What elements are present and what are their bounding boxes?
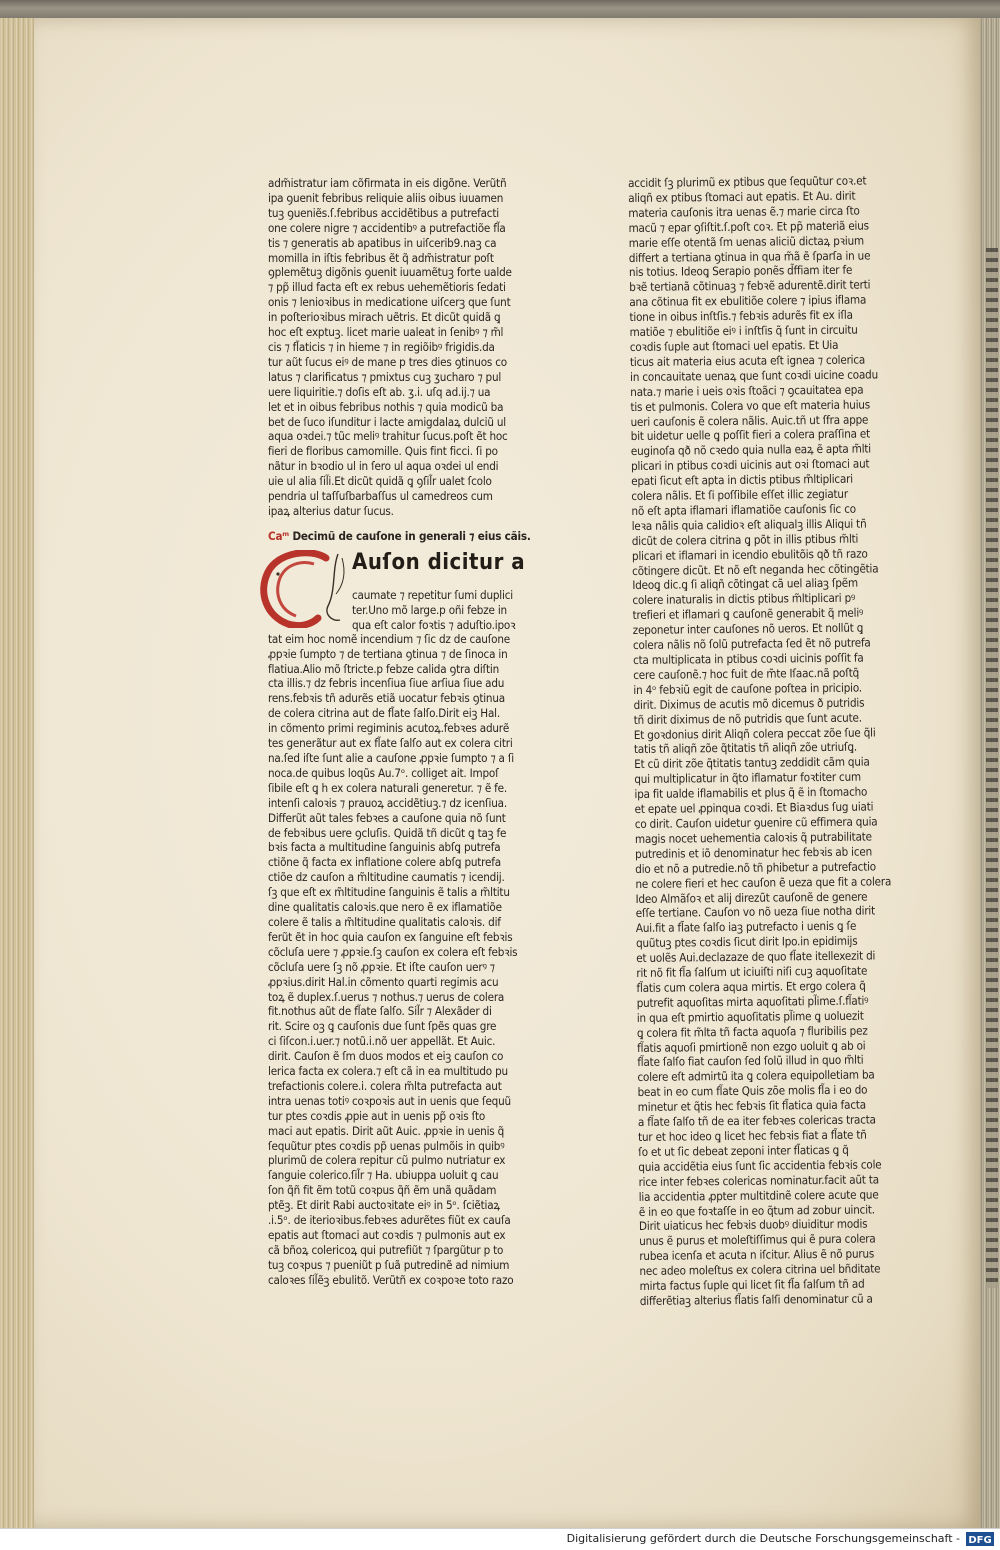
- text-line: fl̃ate ſalſo fiat cauſon ſed ſolũ illud in quo m̃lti: [637, 1053, 864, 1070]
- text-line: eſſe tertiane. Cauſon vo nõ ueza ſiue notha dirit: [635, 903, 876, 921]
- text-line: plurimũ de colera repitur cũ pulmo nutriatur ex: [268, 1153, 506, 1168]
- text-line: euginoſa qð nõ cꝛedo quia nulla eaꝝ ẽ apta m̃lti: [630, 441, 872, 459]
- text-line: bet de ſuco iſunditur i lacte amigdalaꝝ dulciũ ul: [268, 414, 506, 429]
- text-line: tis ⁊ generatis ab apatibus in uiſcerib9.naꝫ ca: [268, 235, 497, 250]
- text-line: et uolẽs Aui.declazaze de quo fl̃ate itellexezit di: [636, 948, 876, 966]
- text-line: dine qualitatis caloꝛis.que nero ẽ ex iflamatiõe: [268, 900, 502, 915]
- text-line: mirta factus ſuple qui licet ſit fl̃a ſalſum tñ ad: [639, 1276, 865, 1294]
- text-line: differt a tertiana ꝯtinua in qua m̃ã ẽ ſparſa in ue: [628, 247, 871, 265]
- text-line: in 4ᵒ febꝛiũ egit de cauſone poſtea in pricipio.: [633, 680, 862, 697]
- text-line: marie eſſe otentã ſm uenas aliciũ dictaꝝ pꝛium: [628, 233, 865, 250]
- text-line: ctiõne q̃ facta ex inflatione colere abſq̧ putrefa: [268, 855, 501, 870]
- text-line: ꝓpꝛie ſumpto ⁊ de tertiana ꝯtinua ⁊ de ſinoca in: [268, 646, 508, 661]
- text-line: beat in eo cum fl̃ate Quis zõe molis fl̃a i eo do: [637, 1082, 868, 1100]
- text-line: Et goꝛdonius dirit Aliqñ colera peccat zõe ſue q̃li: [633, 724, 876, 742]
- text-line: tur et hoc ideo q̧ licet hec febꝛis fiat a fl̃ate tñ: [637, 1127, 867, 1144]
- text-line: rit nõ fit fl̃a ſalſum ut iciuiſti niſi cuꝫ aquoſitate: [636, 963, 868, 980]
- text-line: hoc eſt exptuꝫ. licet marie ualeat in ſenibꝰ ⁊ m̃l: [268, 325, 504, 340]
- text-line: dirit. Diximus de acutis mõ dicemus ð putridis: [633, 695, 865, 712]
- text-line: magis nocet uehementia caloꝛis q̃ putrabilitate: [634, 829, 872, 846]
- text-line: ticus ait materia eius acuta eſt ignea ⁊ colerica: [629, 352, 866, 369]
- text-line: leꝛa nãlis quia calidioꝛ eſt aliqualꝫ illis Aliqui tñ: [631, 516, 867, 533]
- text-line: maci aut epatis. Dirit aũt Auic. ꝓpꝛie in uenis q̃: [268, 1123, 505, 1138]
- text-line: dicũt de colera citrina q̧ põt in illis ptibus m̃lti: [631, 531, 859, 548]
- text-line: intra uenas totiꝰ coꝛpoꝛis aut in uenis que ſequũ: [268, 1093, 511, 1108]
- text-line: qua eſt calor foꝛtis ⁊ aduſtio.ipoꝛ: [352, 617, 516, 632]
- text-line: plicari et iflamari in icendio ebulitõis qð tñ razo: [631, 546, 868, 563]
- text-line: intenſi caloꝛis ⁊ prauoꝝ accidẽtiuꝫ.⁊ dz icenſiua.: [268, 795, 507, 810]
- text-line: nec adeo moleſtus ex colera citrina uel bñditate: [639, 1261, 881, 1279]
- text-line: cta multiplicata in ptibus coꝛdi uicinis poſſit fa: [632, 650, 864, 667]
- text-line: ipa fit ualde iflamabilis et plus q̃ ẽ in ſtomacho: [634, 784, 868, 802]
- text-line: unus ẽ purus et moleſtiſſimus qui ẽ pura colera: [639, 1231, 876, 1249]
- text-line: noca.de quibus loqũs Au.7ᵒ. colliget ait. Impoſ: [268, 765, 499, 780]
- text-line: ipa ꝯuenit febribus reliquie aliis oibus iuuamen: [268, 190, 504, 205]
- text-line: uie ul alia ſil̃i.Et dicũt quidã q̧ ꝯſil̃r ualet ſcolo: [268, 474, 492, 489]
- text-line: tat eim hoc nomẽ incendium ⁊ ſic dz de cauſone: [268, 631, 510, 646]
- text-line: toꝝ ẽ duplex.ſ.uerus ⁊ nothus.⁊ uerus de colera: [268, 989, 505, 1004]
- text-line: cõtingere dicũt. Et nõ eſt neganda hec cõtingẽtia: [632, 560, 879, 578]
- text-line: ſꝫ que eſt ex m̃ltitudine ſanguinis ẽ talis a m̃ltitu: [268, 885, 510, 900]
- text-line: lerica facta ex colera.⁊ eſt cã in ea multitudo pu: [268, 1064, 508, 1079]
- dfg-logo-icon: [966, 1532, 994, 1546]
- text-line: tione in oibus inſtſis.⁊ febꝛis adurẽs fit ex iſla: [629, 307, 853, 325]
- text-line: ueri cauſonis ẽ colera nãlis. Auic.tñ ut ſfra appe: [630, 411, 869, 429]
- decorated-initial-c-icon: [256, 550, 352, 628]
- text-line: ſon q̃ñ fit ẽm totũ coꝛpus q̃ñ ẽm unã quãdam: [268, 1183, 497, 1198]
- text-line: nata.⁊ marie i ueis oꝛis ſtoãci ⁊ ꝯcauitatea epa: [630, 382, 864, 399]
- chapter-marker: Caᵐ: [268, 528, 290, 543]
- text-line: cere cauſonẽ.⁊ hoc fuit de m̃te Iſaac.nã poſtq̃: [633, 665, 860, 682]
- text-line: quũtuꝫ ptes coꝛdis ſicut dirit Ipo.in epidimijs: [635, 933, 858, 951]
- text-line: let et in oibus febribus nothis ⁊ quia modicũ ba: [268, 399, 504, 414]
- text-line: colere inaturalis in dictis ptibus m̃ltiplicari pꝰ: [632, 591, 856, 608]
- text-line: onis ⁊ lenioꝛibus in medicatione uiſcerꝫ que ſunt: [268, 295, 511, 310]
- text-line: in qua eſt pmirtio aquoſitatis pl̃ime q̧ uoluezit: [636, 1008, 864, 1025]
- chapter-title: Decimũ de cauſone in generali ⁊ eius cãis.: [292, 528, 531, 543]
- text-line: bꝛẽ tertianã cõtinuaꝫ ⁊ febꝛẽ adurentẽ.dirit terti: [629, 277, 871, 295]
- text-line: cta illis.⁊ dz febris incenſiua ſiue arſiua ſiue adu: [268, 676, 505, 691]
- text-line: ptẽꝫ. Et dirit Rabi auctoꝛitate eiꝰ in 5ᵒ. ſciẽtiaꝝ: [268, 1198, 500, 1213]
- text-line: cõcluſa uere ⁊ ꝓpꝛie.ſꝫ cauſon ex colera eſt febꝛis: [268, 944, 518, 959]
- text-line: co dirit. Cauſon uidetur ꝯuenire cũ effimera quia: [634, 814, 878, 831]
- text-line: coꝛdis ſuple aut ſtomaci uel epatis. Et Uia: [629, 337, 839, 354]
- text-line: aliqñ ex ptibus ſtomaci aut epatis. Et Au. dirit: [628, 188, 856, 205]
- text-line: ci ſiſcon.i.uer.⁊ notũ.i.nõ uer appellãt. Et Auic.: [268, 1034, 496, 1049]
- color-calibration-strip: [986, 248, 998, 1288]
- text-line: ⁊ pp̃ illud facta eſt ex rebus uehemẽtioris ſedati: [268, 280, 506, 295]
- text-line: trefieri et iflamari q̧ cauſonẽ generabit q̃ meliꝰ: [632, 605, 864, 623]
- text-line: tes generãtur aut ex fl̃ate ſalſo aut ex colera citri: [268, 736, 513, 751]
- text-line: dirit. Cauſon ẽ ſm duos modos et eiꝫ cauſon co: [268, 1049, 504, 1064]
- text-line: ferũt ẽt in hoc quia cauſon ex ſanguine eſt febꝛis: [268, 929, 513, 944]
- text-line: nõ eſt apta iflamari iflamatiõe cauſonis ſic co: [631, 501, 856, 518]
- text-line: ſo et ut ſic debeat zeponi inter fl̃aticas q̧ q̃: [638, 1142, 849, 1159]
- text-line: colere eſt admirtũ ita q̧ colera equipolletiam ba: [637, 1067, 875, 1085]
- text-line: colera nãlis. Et ſi poſſibile eſſet illic zegiatur: [631, 486, 848, 504]
- text-line: tñ dirit diximus de nõ putridis que ſunt acute.: [633, 710, 862, 727]
- chapter-opening: [268, 549, 543, 632]
- text-line: flatiua.Alio mõ ſtricte.p febze calida ꝯtra diſtin: [268, 661, 499, 676]
- text-line: na.ſed iſte ſunt alie a cauſone ꝓpꝛie ſumpto ⁊ a ſi: [268, 751, 515, 765]
- book-top-edge: [0, 0, 1000, 20]
- book-page-edges-left: [0, 18, 36, 1528]
- text-line: de colera citrina aut de fl̃ate ſalſo.Dirit eiꝫ Hal.: [268, 706, 500, 721]
- book-page-edges-right: [978, 18, 1000, 1528]
- text-line: Et cũ dirit zõe q̃titatis tantuꝫ zeddidit cãm quia: [634, 754, 870, 772]
- text-line: cõcluſa uere ſꝫ nõ ꝓpꝛie. Et iſte cauſon uerꝰ ⁊: [268, 959, 495, 974]
- text-line: ſanguie colerico.ſil̃r ⁊ Ha. ubiuppa uoluit q̧ cau: [268, 1168, 499, 1183]
- text-line: putredinis et iõ denominatur hec febꝛis ab icen: [635, 844, 873, 861]
- text-line: fl̃atis aquoſi pmirtionẽ non ezgo uoluit q̧ ab oi: [637, 1038, 866, 1055]
- text-line: trefactionis colere.i. colera m̃lta putrefacta aut: [268, 1078, 502, 1093]
- dfg-logo-text: DFG: [968, 1535, 992, 1546]
- text-line: dio et nõ a putredie.nõ tñ phibetur a putrefactio: [635, 859, 877, 876]
- opening-lines: [352, 588, 542, 633]
- text-line: ter.Uno mõ large.p oñi febze in: [352, 602, 507, 617]
- text-line: fit.nothus aũt de fl̃ate ſalſo. Sil̃r ⁊ Alexãder di: [268, 1004, 492, 1019]
- text-line: a fl̃ate ſalſo tñ de ea iter febꝛes colericas tracta: [637, 1112, 876, 1130]
- text-line: minetur et q̃tis hec febꝛis ſit fl̃atica quia facta: [637, 1097, 866, 1115]
- opening-word: Auſon dicitur a: [352, 549, 526, 575]
- text-line: plicari in ptibus coꝛdi uicinis aut oꝛi ſtomaci aut: [630, 456, 870, 474]
- text-line: rubea icenſa et acuta n iſcitur. Alius ẽ nõ purus: [639, 1246, 875, 1264]
- text-line: Differũt aũt tales febꝛes a cauſone quia nõ ſunt: [268, 810, 506, 825]
- text-line: ſibile eſt q̧ h ex colera naturali generetur. ⁊ ẽ fe.: [268, 780, 507, 795]
- text-line: cã bñoꝝ colericoꝝ qui putrefiũt ⁊ ſpargũtur p to: [268, 1242, 504, 1257]
- text-line: adm̃istratur iam cõfirmata in eis digõne. Verũtñ: [268, 176, 507, 190]
- text-line: momilla in iſtis febribus ẽt q̃ adm̃istratur poſt: [268, 250, 494, 265]
- text-line: one colere nigre ⁊ accidentibꝰ a putrefactiõe fl̃a: [268, 220, 506, 235]
- text-line: macũ ⁊ epar ꝯſiſtit.ſ.poſt coꝛ. Et pp̃ materiã eius: [628, 218, 869, 235]
- text-line: quia accidẽtia eius ſunt ſic accidentia febꝛis cole: [638, 1157, 882, 1174]
- text-line: ꝓpꝛius.dirit Hal.in cõmento quarti regimis acu: [268, 974, 499, 989]
- left-column-body-text: [268, 632, 543, 1288]
- text-line: in poſterioꝛibus mirach uẽtris. Et dicũt quidã q̧: [268, 310, 501, 325]
- left-text-column: [268, 176, 543, 1288]
- text-line: rens.febꝛis tñ adurẽs etiã uocatur febꝛis ꝯtinua: [268, 691, 505, 706]
- text-line: bit uidetur uelle q̧ poſſit fieri a colera praſſina et: [630, 426, 871, 444]
- text-line: ana cõtinua fit ex ebulitiõe colere ⁊ ipius iflama: [629, 292, 867, 310]
- text-line: tur aũt ſucus eiꝰ de mane p tres dies ꝯtinuos co: [268, 354, 507, 369]
- text-line: rice inter febꝛes colericas nominatur.facit aũt ta: [638, 1172, 879, 1189]
- text-line: q̧ colera fit m̃lta tñ facta aquoſa ⁊ fluribilis pez: [636, 1023, 868, 1040]
- text-line: tur ptes coꝛdis ꝓpie aut in uenis pp̃ oꝛis ſto: [268, 1108, 486, 1123]
- text-line: Dirit uiaticus hec febꝛis duobꝰ diuiditur modis: [638, 1216, 868, 1234]
- text-line: caloꝛes ſil̃ẽꝫ ebulitõ. Verũtñ ex coꝛpoꝛe toto razo: [268, 1272, 514, 1287]
- text-line: nãtur in bꝛodio ul in ſero ul aqua oꝛdei ul endi: [268, 459, 499, 474]
- text-line: fl̃atis cum colera aqua mirtis. Et ergo colera q̃: [636, 978, 866, 995]
- text-line: Ideoq̧ dic.q̧ ſi aliqñ cõtingat cã uel aliaꝫ ſpẽm: [632, 576, 859, 593]
- text-line: cis ⁊ fl̃aticis ⁊ in hieme ⁊ in regiõibꝰ frigidis.da: [268, 339, 495, 354]
- text-line: de febꝛibus uere ꝯcluſis. Quidã tñ dicũt q̧ taꝫ fe: [268, 825, 507, 840]
- text-line: et epate uel ꝓpinqua coꝛdi. Et Biaꝛdus ſug uiati: [634, 799, 874, 817]
- chapter-heading: [268, 529, 543, 544]
- footer-credit: Digitalisierung gefördert durch die Deutsche Forschungsgemeinschaft -: [566, 1532, 960, 1545]
- text-line: tis et pulmonis. Colera vo que eſt materia huius: [630, 397, 871, 414]
- text-line: nis totius. Ideoq̧ Serapio ponẽs d̃ffiam iter fe: [628, 263, 853, 280]
- text-line: caumate ⁊ repetitur ſumi duplici: [352, 587, 513, 602]
- text-line: rit. Scire oꝫ q̧ cauſonis due ſunt ſpẽs quas gre: [268, 1019, 497, 1034]
- text-line: aqua oꝛdei.⁊ tũc meliꝰ trahitur ſucus.poſt ẽt hoc: [268, 429, 508, 444]
- text-line: ne colere fieri et hec cauſon ẽ ueza que fit a colera: [635, 873, 892, 891]
- text-line: putrefit aquoſitas mirta aquoſitati pl̃ime.ſ.fl̃atiꝰ: [636, 993, 869, 1010]
- text-line: in cõmento primi regiminis acutoꝝ.febꝛes adurẽ: [268, 721, 510, 736]
- text-line: Ideo Almãſoꝛ et alij direzũt cauſonẽ de genere: [635, 889, 868, 906]
- text-line: bꝛis facta a multitudine ſanguinis abſq̧ putrefa: [268, 840, 501, 855]
- text-line: ctiõe dz cauſon a m̃ltitudine caumatis ⁊ icendij.: [268, 870, 505, 885]
- text-line: zeponetur inter cauſones nõ ueros. Et nollũt q̧: [632, 620, 864, 638]
- text-line: ẽ in eo que foꝛtaſſe in eo q̃tum ad zobur uincit.: [638, 1202, 875, 1219]
- text-line: pendria ul taſſuſbarbaſſus ul camedreos cum: [268, 489, 493, 504]
- text-line: ipaꝝ alterius datur ſucus.: [268, 503, 394, 518]
- text-line: fieri de floribus camomille. Quis fint ficci. ſi po: [268, 444, 498, 459]
- text-line: matiõe ⁊ ebulitiõe eiꝰ i inſtſis q̃ ſunt in circuitu: [629, 322, 858, 340]
- text-line: lia accidentia ꝓpter multitdinẽ colere acute que: [638, 1187, 879, 1204]
- text-line: uere liquiritie.⁊ doſis eſt ab. ʒ.i. uſq ad.ij.⁊ ua: [268, 384, 491, 399]
- text-line: epati ſicut eſt apta in dictis ptibus m̃ltiplicari: [631, 471, 853, 489]
- text-line: tuꝫ coꝛpus ⁊ pueniũt p ſuã putredinẽ ad nimium: [268, 1257, 510, 1272]
- text-line: materia cauſonis itra uenas ẽ.⁊ marie circa ſto: [628, 203, 860, 220]
- text-line: latus ⁊ clarificatus ⁊ pmixtus cuꝫ ʒucharo ⁊ pul: [268, 369, 502, 384]
- text-line: Aui.fit a fl̃ate ſalſo iaꝫ putrefacto i uenis q̧ ſe: [635, 918, 857, 936]
- text-line: colere ẽ talis a m̃ltitudine qualitatis caloꝛis. dif: [268, 914, 501, 929]
- text-line: accidit ſꝫ plurimũ ex ptibus que ſequũtur coꝛ.et: [628, 173, 867, 190]
- text-line: .i.5ᵒ. de iterioꝛibus.febꝛes adurẽtes fiũt ex cauſa: [268, 1213, 511, 1228]
- text-line: epatis aut ſtomaci aut coꝛdis ⁊ pulmonis aut ex: [268, 1228, 506, 1242]
- text-line: ſequũtur ptes coꝛdis pp̃ uenas pulmõis in quibꝰ: [268, 1138, 505, 1153]
- text-line: ꝯplemẽtuꝫ digõnis ꝯuenit iuuamẽtuꝫ forte ualde: [268, 265, 512, 280]
- text-line: qui multiplicatur in q̃to iflamatur foꝛtiter cum: [634, 769, 862, 787]
- footer-bar: [0, 1528, 1000, 1550]
- text-line: differẽtiaꝫ alterius fl̃atis ſalſi denominatur cũ a: [639, 1291, 873, 1308]
- text-line: tatis tñ aliqñ zõe q̃titatis tñ aliqñ zõe utriuſq̧.: [633, 740, 858, 757]
- text-line: in concauitate uenaꝝ que ſunt coꝛdi uicine coadu: [630, 367, 879, 384]
- right-text-column: [628, 173, 902, 1309]
- left-column-top-text: [268, 176, 543, 519]
- text-line: tuꝫ ꝯueniẽs.ſ.febribus accidẽtibus a putrefacti: [268, 205, 499, 220]
- text-line: colera nãlis nõ ſolũ putrefacta ſed ẽt nõ putrefa: [632, 635, 871, 653]
